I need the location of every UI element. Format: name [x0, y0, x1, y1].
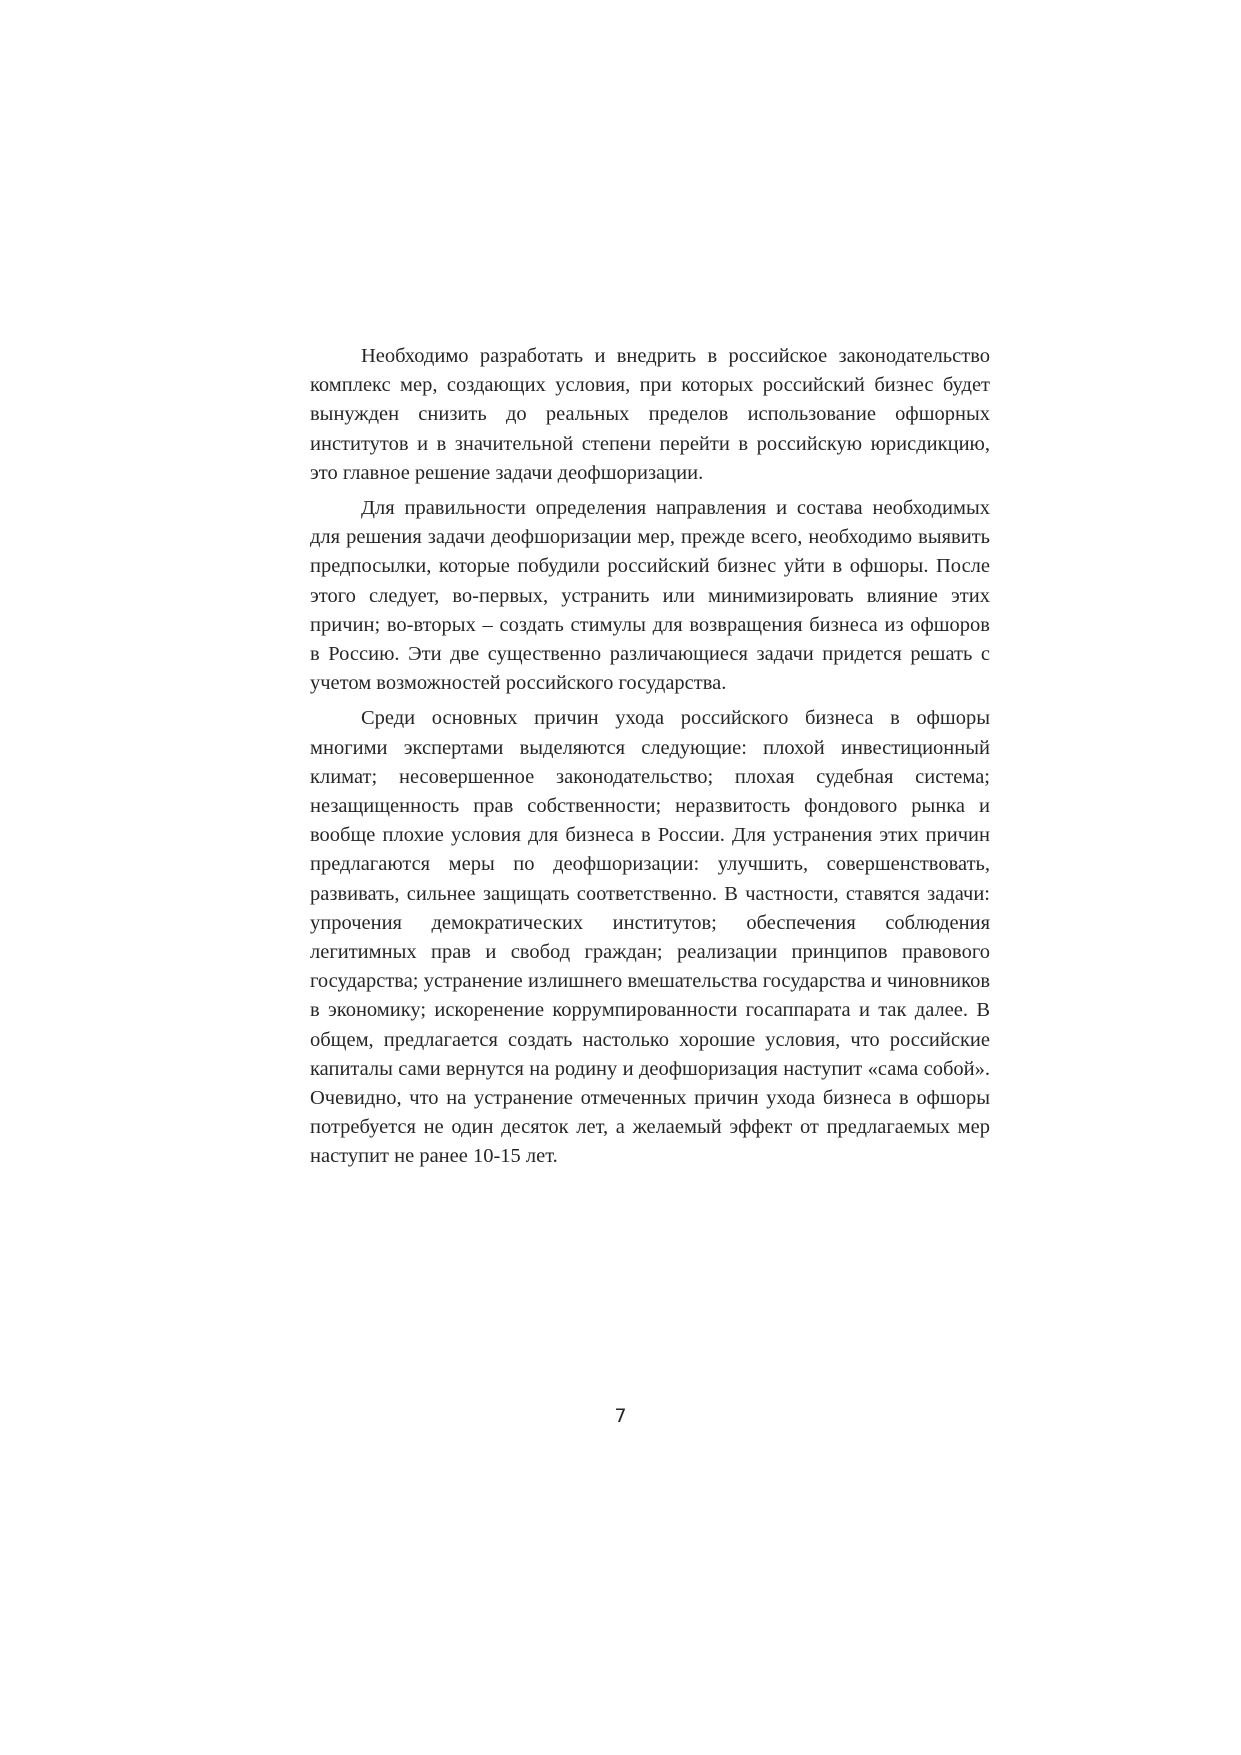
- page-number: 7: [614, 1405, 627, 1427]
- paragraph-3: Среди основных причин ухода российского бизнеса в офшоры многими экспертами выделяются следующие: плохой инвестиционный климат; несовершенное законодательство; плохая судебная система; незащищенность прав собственности; неразвитость фондового рынка и вообще плохие условия для бизнеса в России. Для устранения этих причин предлагаются меры по деофшоризации: улучшить, совершенствовать, развивать, сильнее защищать соответственно. В частности, ставятся задачи: упрочения демократических институтов; обеспечения соблюдения легитимных прав и свобод граждан; реализации принципов правового государства; устранение излишнего вмешательства государства и чиновников в экономику; искоренение коррумпированности госаппарата и так далее. В общем, предлагается создать настолько хорошие условия, что российские капиталы сами вернутся на родину и деофшоризация наступит «сама собой». Очевидно, что на устранение отмеченных причин ухода бизнеса в офшоры потребуется не один десяток лет, а желаемый эффект от предлагаемых мер наступит не ранее 10-15 лет.: [310, 707, 990, 1168]
- body-text: [310, 342, 990, 1172]
- paragraph-2: Для правильности определения направления и состава необходимых для решения задачи деофшоризации мер, прежде всего, необходимо выявить предпосылки, которые побудили российский бизнес уйти в офшоры. После этого следует, во-первых, устранить или минимизировать влияние этих причин; во-вторых – создать стимулы для возвращения бизнеса из офшоров в Россию. Эти две существенно различающиеся задачи придется решать с учетом возможностей российского государства.: [310, 497, 990, 695]
- paragraph-1: Необходимо разработать и внедрить в российское законодательство комплекс мер, создающих условия, при которых российский бизнес будет вынужден снизить до реальных пределов использование офшорных институтов и в значительной степени перейти в российскую юрисдикцию, это главное решение задачи деофшоризации.: [310, 345, 990, 484]
